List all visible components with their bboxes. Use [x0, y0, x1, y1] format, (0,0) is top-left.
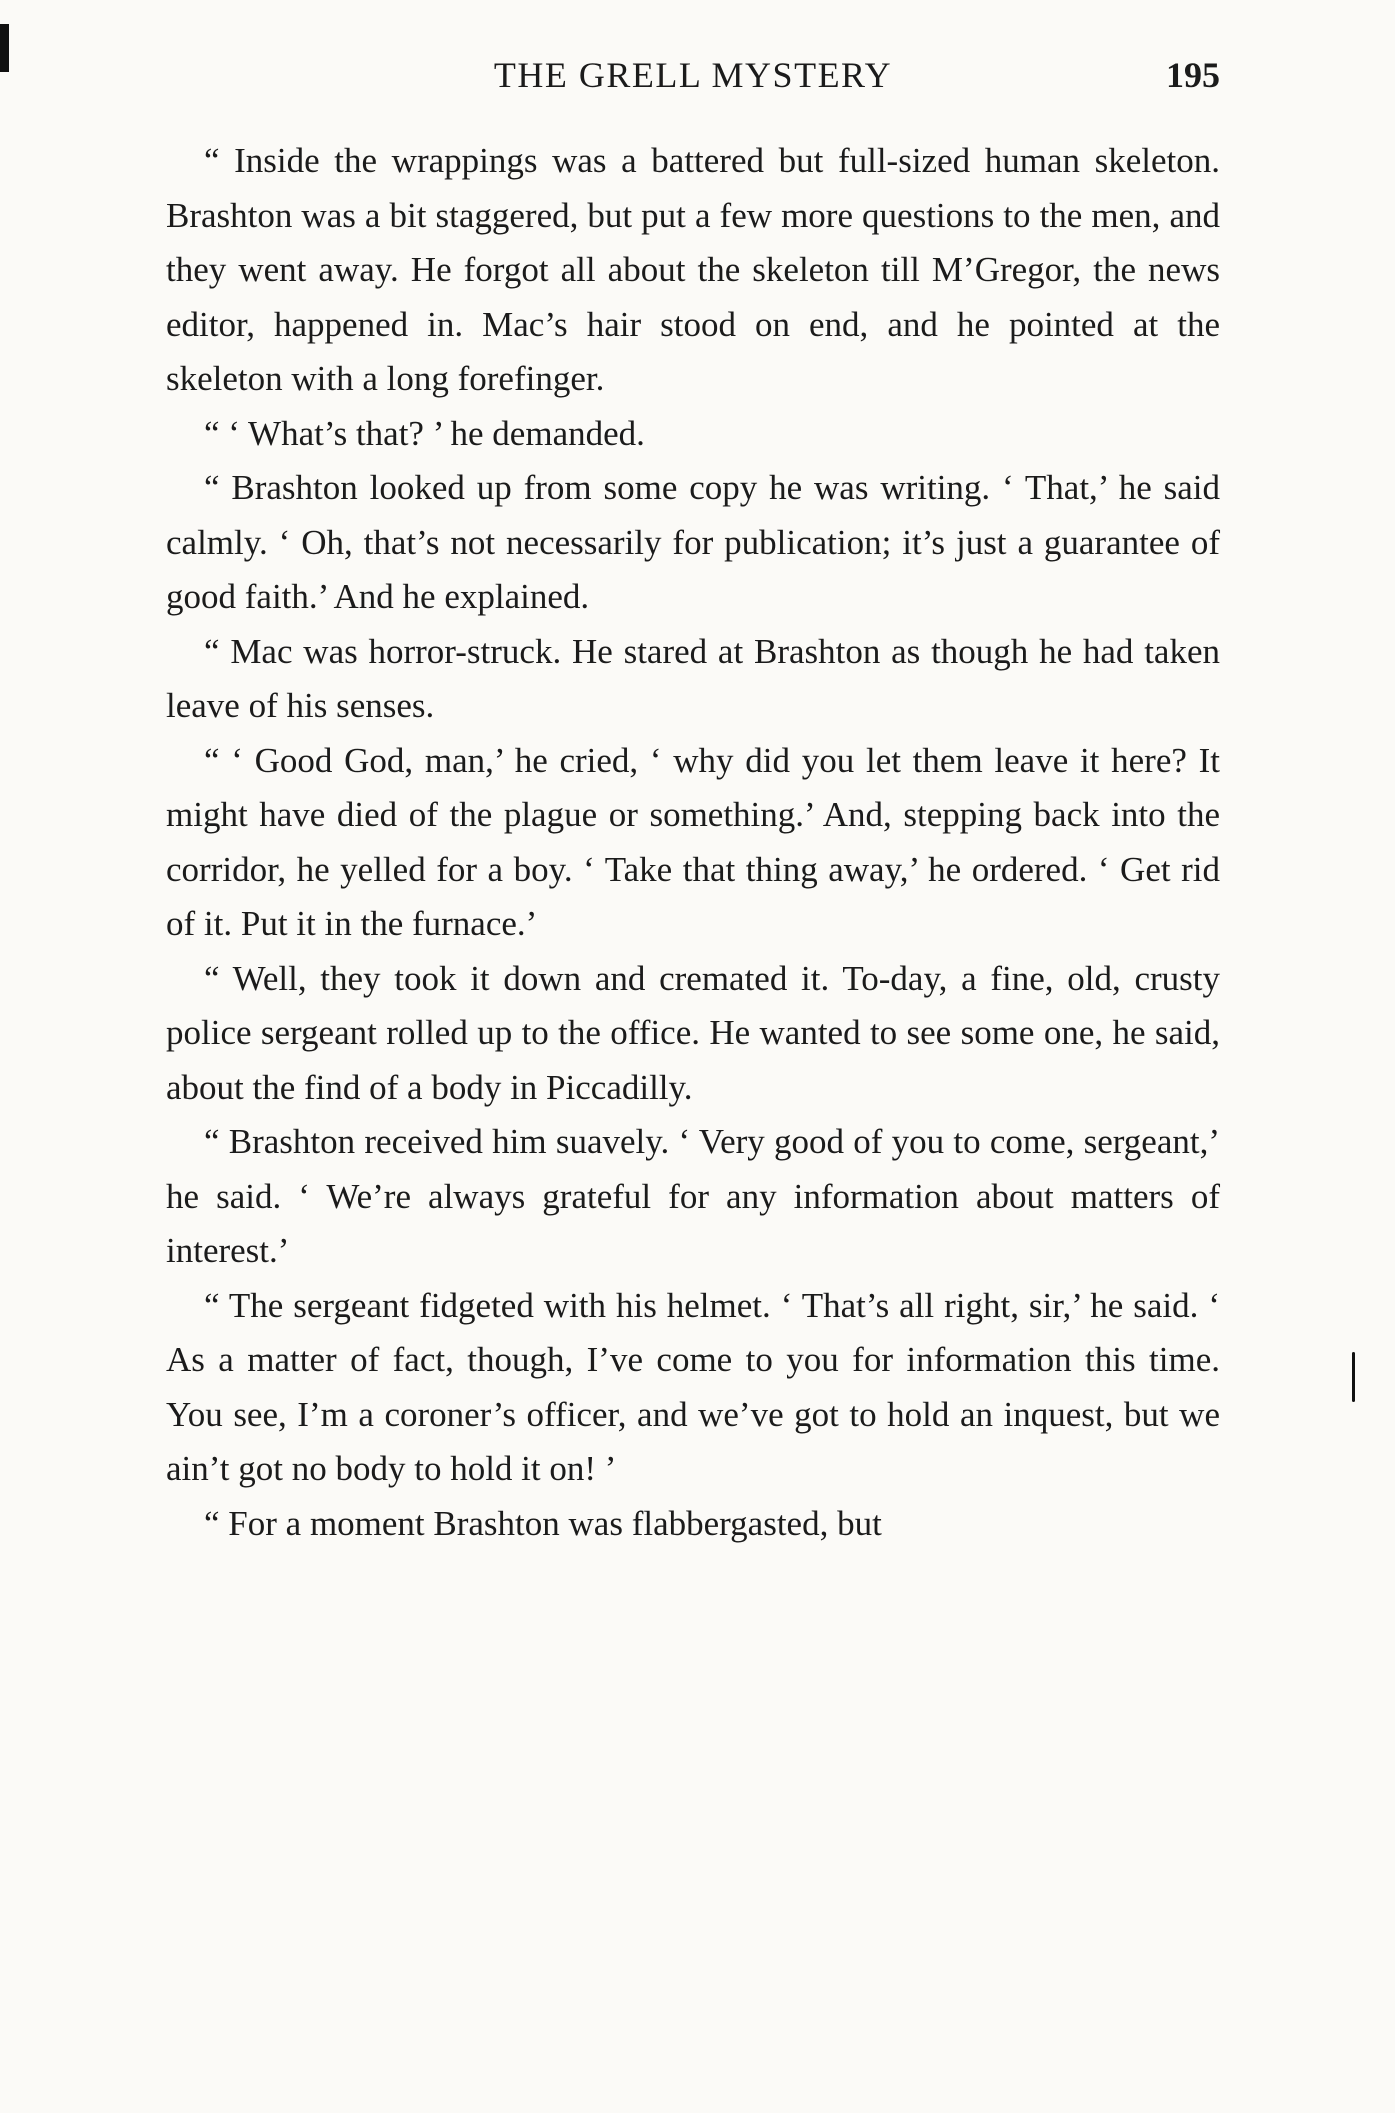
paragraph: “ Mac was horror-struck. He stared at Brashton as though he had taken leave of his senses.	[166, 631, 1220, 725]
scan-edge-mark	[0, 24, 9, 72]
paragraph: “ Well, they took it down and cremated it. To-day, a fine, old, crusty police sergeant rolled up to the office. He wanted to see some one, he said, about the find of a body in Piccadilly.	[166, 958, 1220, 1107]
running-title: THE GRELL MYSTERY	[493, 55, 893, 95]
paragraph: “ ‘ Good God, man,’ he cried, ‘ why did you let them leave it here? It might have died of the plague or something.’ And, stepping back into the corridor, he yelled for a boy. ‘ Take that thing away,’ he ordered. ‘ Get rid of it. Put it in the furnace.’	[166, 740, 1220, 943]
paragraph: “ ‘ What’s that? ’ he demanded.	[204, 413, 645, 453]
paragraph: “ The sergeant fidgeted with his helmet. ‘ That’s all right, sir,’ he said. ‘ As a matter of fact, though, I’ve come to you for information this time. You see, I’m a coroner’s officer, and we’ve got to hold an inquest, but we ain’t got no body to hold it on! ’	[166, 1285, 1220, 1488]
page-header	[166, 54, 1220, 114]
book-page	[166, 54, 1220, 1551]
paragraph: “ For a moment Brashton was flabbergasted, but	[204, 1503, 882, 1543]
paragraph: “ Inside the wrappings was a battered but full-sized human skeleton. Brashton was a bit staggered, but put a few more questions to the men, and they went away. He forgot all about the skeleton till M’Gregor, the news editor, happened in. Mac’s hair stood on end, and he pointed at the skeleton with a long forefinger.	[166, 141, 1220, 398]
body-text	[166, 134, 1220, 1551]
page-number: 195	[1166, 55, 1220, 95]
paragraph: “ Brashton received him suavely. ‘ Very good of you to come, sergeant,’ he said. ‘ We’re always grateful for any information about matters of interest.’	[166, 1122, 1220, 1270]
margin-bracket-mark	[1352, 1352, 1355, 1402]
paragraph: “ Brashton looked up from some copy he was writing. ‘ That,’ he said calmly. ‘ Oh, that’s not necessarily for publication; it’s just a guarantee of good faith.’ And he explained.	[166, 468, 1220, 616]
